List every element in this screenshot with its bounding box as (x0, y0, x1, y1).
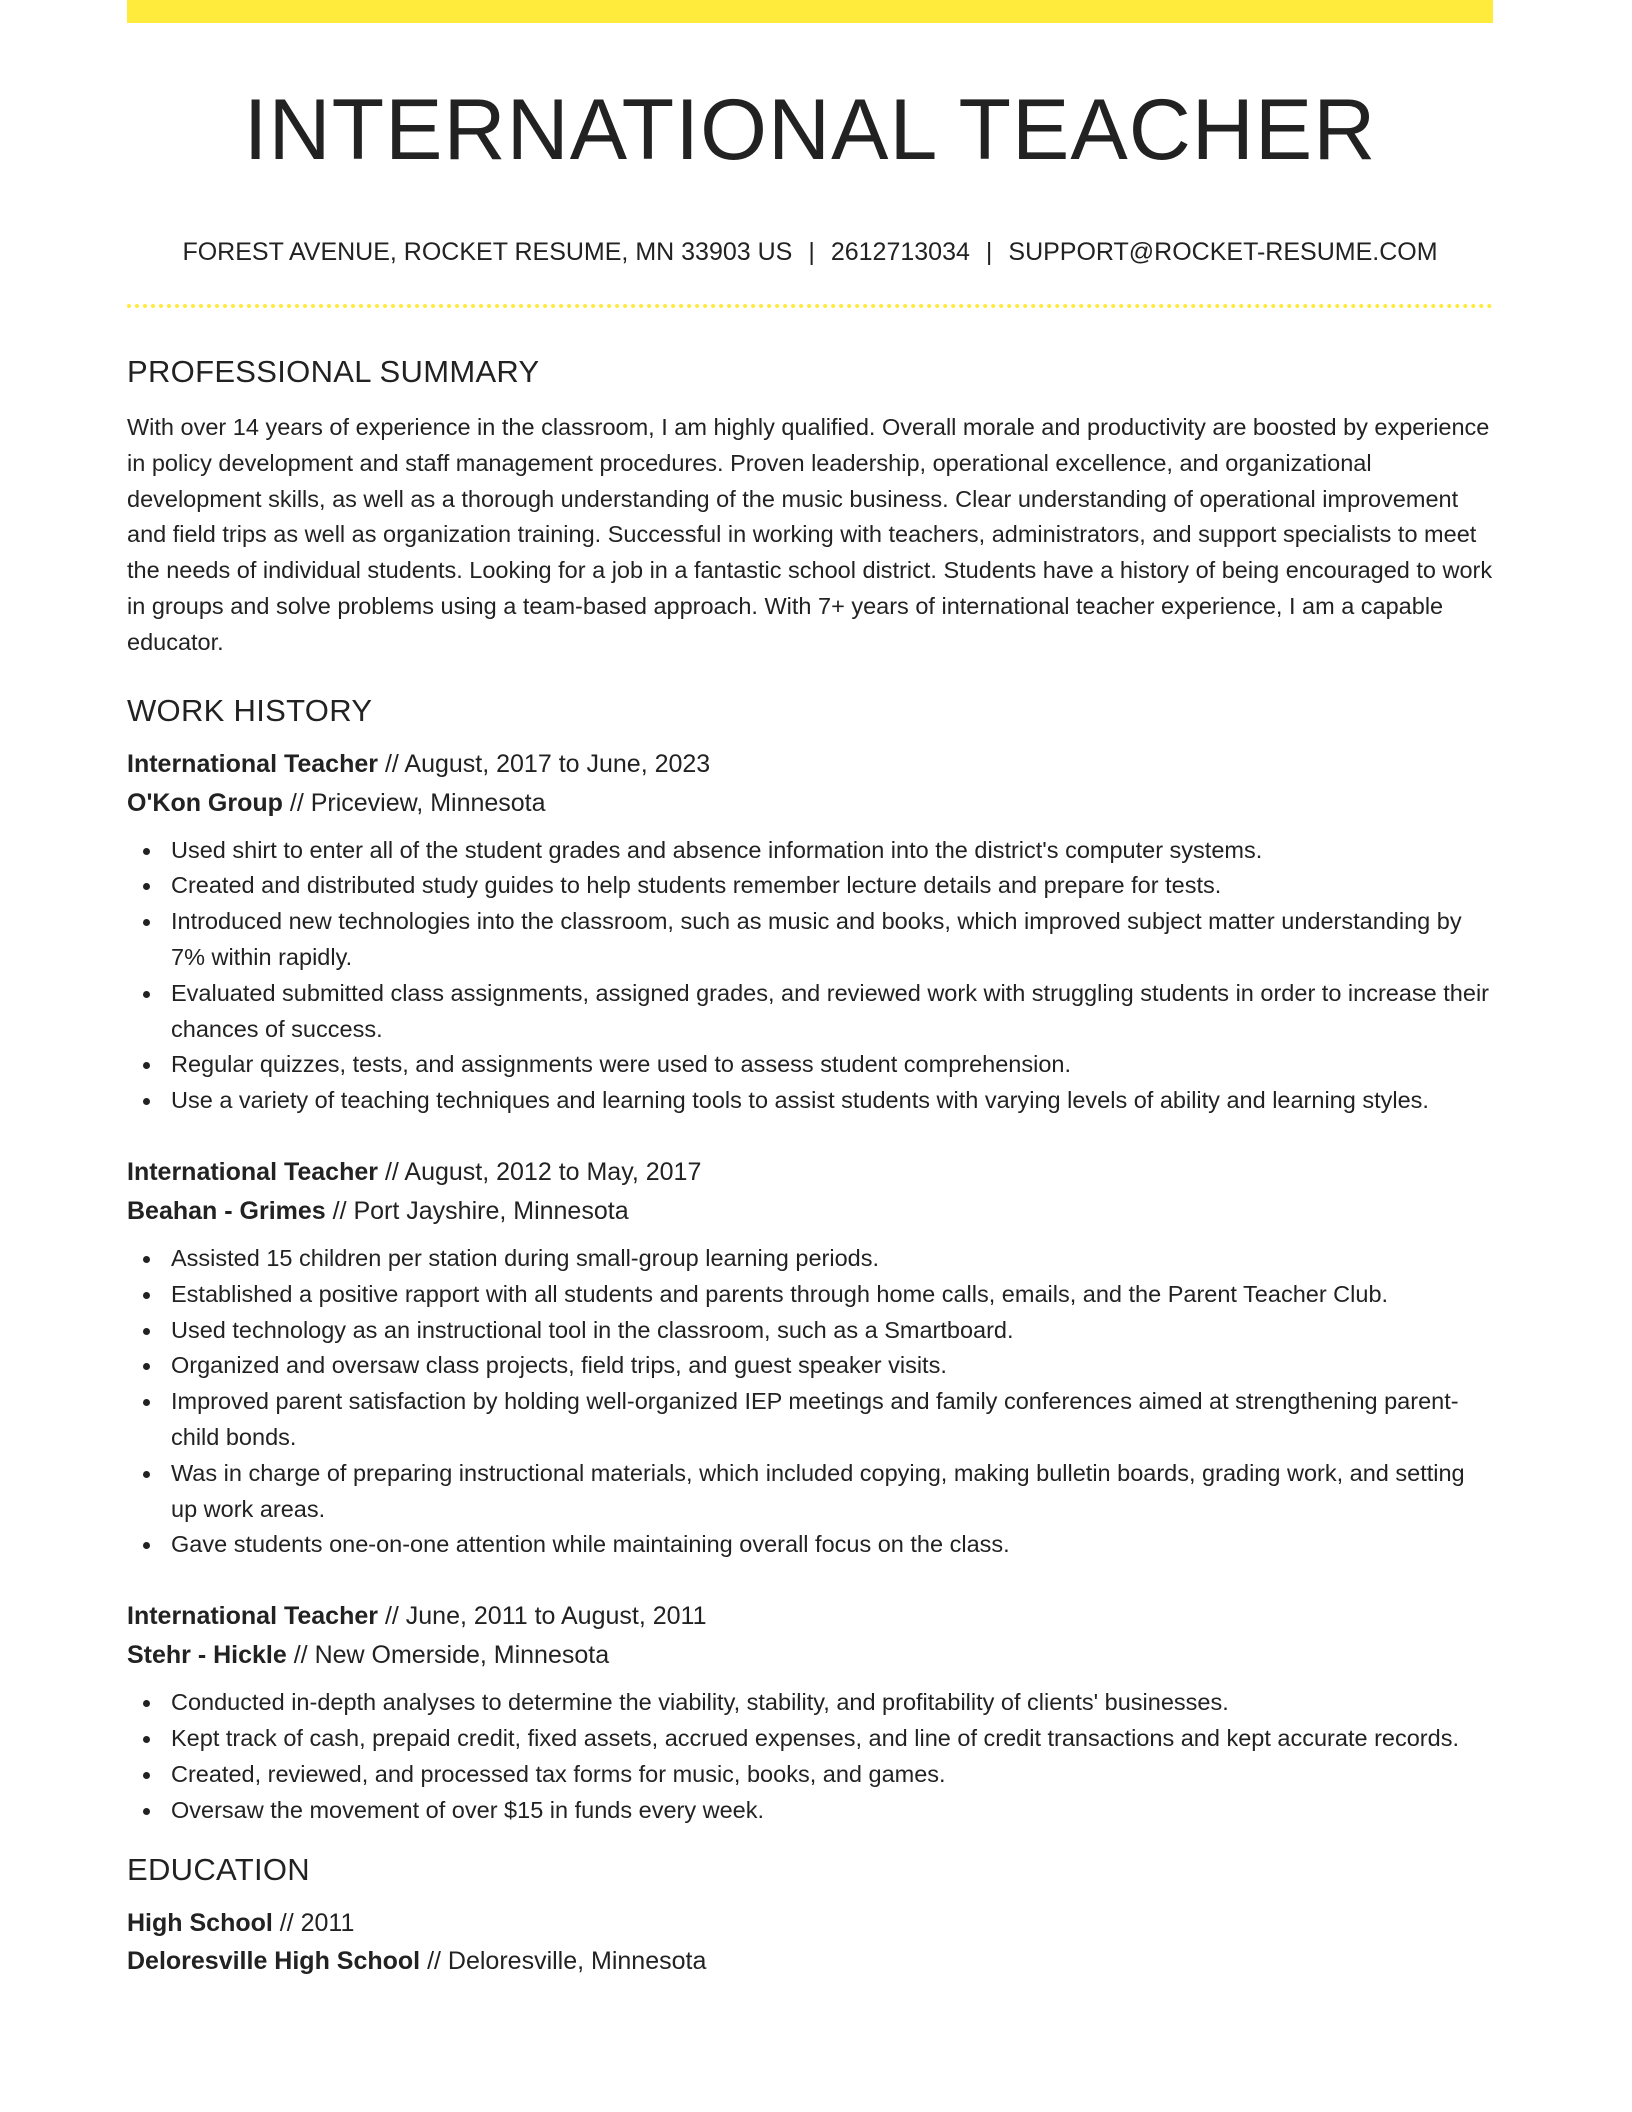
job-location: // Priceview, Minnesota (282, 788, 546, 817)
job-company-line (127, 1636, 1493, 1675)
job-entry (127, 1597, 1493, 1828)
resume-body (127, 352, 1493, 1980)
contact-address: FOREST AVENUE, ROCKET RESUME, MN 33903 US (182, 238, 793, 266)
list-item (127, 1083, 1493, 1119)
job-company-line (127, 1192, 1493, 1231)
bullet-dot-icon (143, 1808, 150, 1815)
education-heading: EDUCATION (127, 1852, 310, 1888)
bullet-dot-icon (143, 1700, 150, 1707)
bullet-dot-icon (143, 1328, 150, 1335)
job-role: International Teacher (127, 1602, 378, 1631)
bullet-text: Used shirt to enter all of the student grades and absence information into the district's computer systems. (171, 836, 1263, 863)
job-entry (127, 1153, 1493, 1563)
contact-phone: 2612713034 (830, 238, 970, 266)
bullet-dot-icon (143, 991, 150, 998)
bullet-text: Organized and oversaw class projects, field trips, and guest speaker visits. (171, 1352, 947, 1379)
education-entry (127, 1904, 1493, 1980)
list-item (127, 1047, 1493, 1083)
bullet-text: Created and distributed study guides to help students remember lecture details and prepare for tests. (171, 872, 1222, 899)
bullet-text: Established a positive rapport with all students and parents through home calls, emails, and the Parent Teacher Club. (171, 1280, 1389, 1307)
list-item (127, 1721, 1493, 1757)
job-title-line (127, 1153, 1493, 1192)
bullet-text: Introduced new technologies into the classroom, such as music and books, which improved subject matter understanding by 7% within rapidly. (171, 908, 1462, 970)
list-item (127, 904, 1493, 976)
header-divider (127, 304, 1493, 308)
job-bullet-list (127, 1241, 1493, 1563)
job-dates: // June, 2011 to August, 2011 (378, 1602, 707, 1631)
bullet-dot-icon (143, 1399, 150, 1406)
contact-line (127, 236, 1493, 268)
bullet-dot-icon (143, 848, 150, 855)
job-dates: // August, 2012 to May, 2017 (378, 1157, 702, 1186)
bullet-text: Evaluated submitted class assignments, assigned grades, and reviewed work with struggling students in order to increase their chances of success. (171, 979, 1489, 1042)
list-item (127, 1277, 1493, 1313)
job-bullet-list (127, 833, 1493, 1119)
list-item (127, 1456, 1493, 1528)
job-role: International Teacher (127, 749, 378, 778)
contact-separator: | (808, 238, 815, 266)
list-item (127, 1384, 1493, 1456)
job-dates: // August, 2017 to June, 2023 (378, 749, 711, 778)
job-title-line (127, 745, 1493, 784)
job-title-line (127, 1597, 1493, 1636)
bullet-text: Kept track of cash, prepaid credit, fixed assets, accrued expenses, and line of credit transactions and kept accurate records. (171, 1724, 1459, 1751)
job-role: International Teacher (127, 1157, 378, 1186)
bullet-dot-icon (143, 1363, 150, 1370)
list-item (127, 1793, 1493, 1829)
work-history-heading: WORK HISTORY (127, 692, 373, 728)
job-company: Stehr - Hickle (127, 1641, 287, 1670)
list-item (127, 1685, 1493, 1721)
bullet-text: Use a variety of teaching techniques and learning tools to assist students with varying levels of ability and learning styles. (171, 1087, 1429, 1114)
bullet-dot-icon (143, 1256, 150, 1263)
education-location: // Deloresville, Minnesota (420, 1947, 707, 1976)
bullet-text: Assisted 15 children per station during small-group learning periods. (171, 1244, 879, 1271)
contact-separator: | (985, 238, 993, 266)
bullet-dot-icon (143, 1098, 150, 1105)
summary-heading: PROFESSIONAL SUMMARY (127, 354, 540, 389)
list-item (127, 868, 1493, 904)
education-degree: High School (127, 1909, 273, 1938)
bullet-text: Oversaw the movement of over $15 in funds every week. (171, 1796, 765, 1823)
bullet-text: Regular quizzes, tests, and assignments were used to assess student comprehension. (171, 1051, 1072, 1078)
bullet-dot-icon (143, 883, 150, 890)
list-item (127, 833, 1493, 869)
bullet-text: Used technology as an instructional tool in the classroom, such as a Smartboard. (171, 1316, 1014, 1343)
job-location: // New Omerside, Minnesota (286, 1641, 610, 1670)
job-company-line (127, 784, 1493, 823)
bullet-dot-icon (143, 919, 150, 926)
education-degree-line (127, 1904, 1493, 1942)
job-company: Beahan - Grimes (127, 1196, 326, 1225)
list-item (127, 1527, 1493, 1563)
bullet-dot-icon (143, 1471, 150, 1478)
bullet-text: Improved parent satisfaction by holding well-organized IEP meetings and family conferences aimed at strengthening parent-child bonds. (171, 1388, 1459, 1450)
candidate-name: INTERNATIONAL TEACHER (243, 82, 1377, 178)
list-item (127, 1757, 1493, 1793)
bullet-text: Gave students one-on-one attention while maintaining overall focus on the class. (171, 1531, 1010, 1558)
work-history-list (127, 745, 1493, 1829)
summary-text: With over 14 years of experience in the classroom, I am highly qualified. Overall morale and productivity are boosted by experience in policy development and staff management procedures. Proven leadership, operational excellence, and organizational development skills, as well as a thorough understanding of the music business. Clear understanding of operational improvement and field trips as well as organization training. Successful in working with teachers, administrators, and support specialists to meet the needs of individual students. Looking for a job in a fantastic school district. Students have a history of being encouraged to work in groups and solve problems using a team-based approach. With 7+ years of international teacher experience, I am a capable educator. (127, 414, 1493, 655)
education-school-line (127, 1942, 1493, 1980)
list-item (127, 1241, 1493, 1277)
bullet-text: Created, reviewed, and processed tax forms for music, books, and games. (171, 1760, 946, 1787)
bullet-dot-icon (143, 1736, 150, 1743)
list-item (127, 1348, 1493, 1384)
job-location: // Port Jayshire, Minnesota (325, 1196, 629, 1225)
bullet-dot-icon (143, 1292, 150, 1299)
bullet-text: Conducted in-depth analyses to determine the viability, stability, and profitability of clients' businesses. (171, 1689, 1229, 1716)
job-bullet-list (127, 1685, 1493, 1828)
job-entry (127, 745, 1493, 1119)
bullet-dot-icon (143, 1542, 150, 1549)
education-school: Deloresville High School (127, 1947, 421, 1976)
education-year: // 2011 (272, 1909, 355, 1938)
bullet-text: Was in charge of preparing instructional materials, which included copying, making bulletin boards, grading work, and setting up work areas. (171, 1459, 1465, 1522)
accent-top-bar (127, 0, 1493, 23)
education-list (127, 1904, 1493, 1980)
list-item (127, 1313, 1493, 1349)
contact-email: SUPPORT@ROCKET-RESUME.COM (1008, 238, 1438, 266)
list-item (127, 976, 1493, 1048)
bullet-dot-icon (143, 1062, 150, 1069)
bullet-dot-icon (143, 1772, 150, 1779)
job-company: O'Kon Group (127, 788, 283, 817)
